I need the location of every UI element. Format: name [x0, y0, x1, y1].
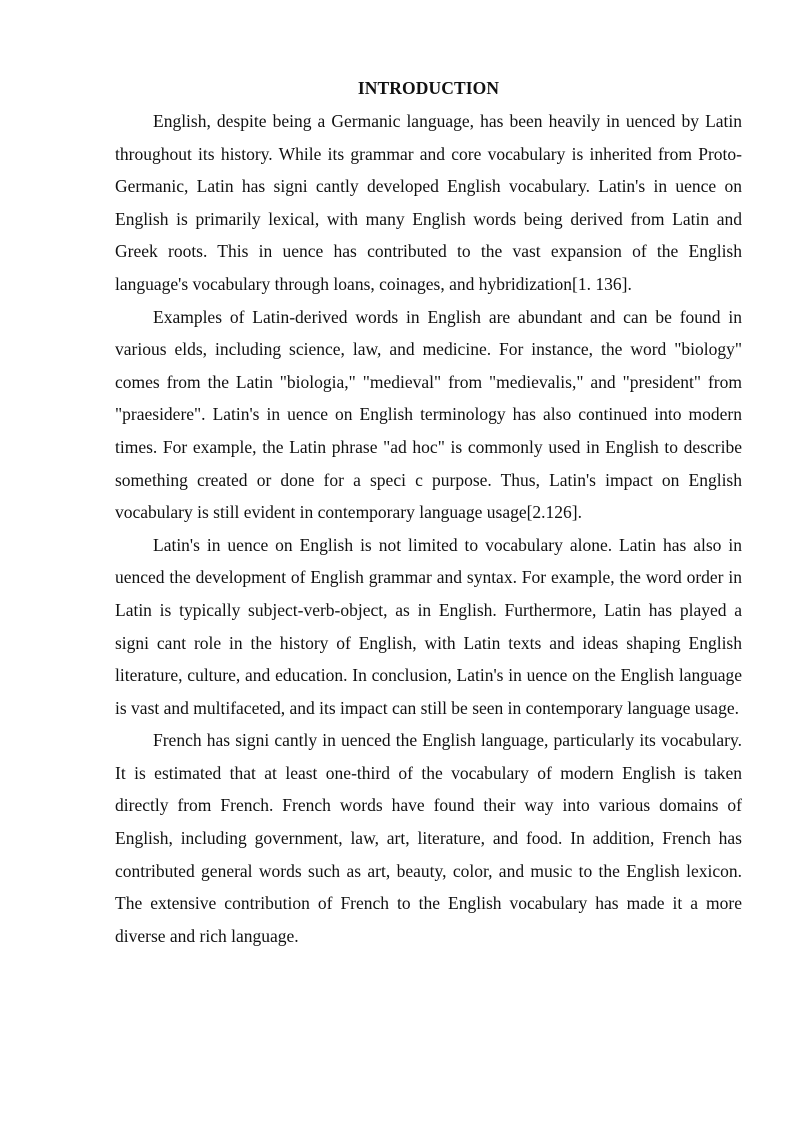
paragraph-french-influence: French has signi cantly in uenced the English language, particularly its vocabulary. It is estimated that at least one-third of the vocabulary of modern English is taken directly from French. French words have found their way into various domains of English, including government, law, art, literature, and food. In addition, French has contributed general words such as art, beauty, color, and music to the English lexicon. The extensive contribution of French to the English vocabulary has made it a more diverse and rich language.	[115, 730, 742, 946]
paragraph-latin-grammar: Latin's in uence on English is not limited to vocabulary alone. Latin has also in uenced the development of English grammar and syntax. For example, the word order in Latin is typically subject-verb-object, as in English. Furthermore, Latin has played a signi cant role in the history of English, with Latin texts and ideas shaping English literature, culture, and education. In conclusion, Latin's in uence on the English language is vast and multifaceted, and its impact can still be seen in contemporary language usage.	[115, 534, 742, 718]
paragraph-latin-examples: Examples of Latin-derived words in English are abundant and can be found in various elds, including science, law, and medicine. For instance, the word "biology" comes from the Latin "biologia," "medieval" from "medievalis," and "president" from "praesidere". Latin's in uence on English terminology has also continued into modern times. For example, the Latin phrase "ad hoc" is commonly used in English to describe something created or done for a speci c purpose. Thus, Latin's impact on English vocabulary is still evident in contemporary language usage[2.126].	[115, 306, 742, 523]
paragraph-latin-influence: English, despite being a Germanic language, has been heavily in uenced by Latin throughout its history. While its grammar and core vocabulary is inherited from Proto-Germanic, Latin has signi cantly developed English vocabulary. Latin's in uence on English is primarily lexical, with many English words being derived from Latin and Greek roots. This in uence has contributed to the vast expansion of the English language's vocabulary through loans, coinages, and hybridization[1. 136].	[115, 111, 742, 294]
document-body	[115, 74, 742, 952]
section-heading: INTRODUCTION	[357, 78, 500, 98]
